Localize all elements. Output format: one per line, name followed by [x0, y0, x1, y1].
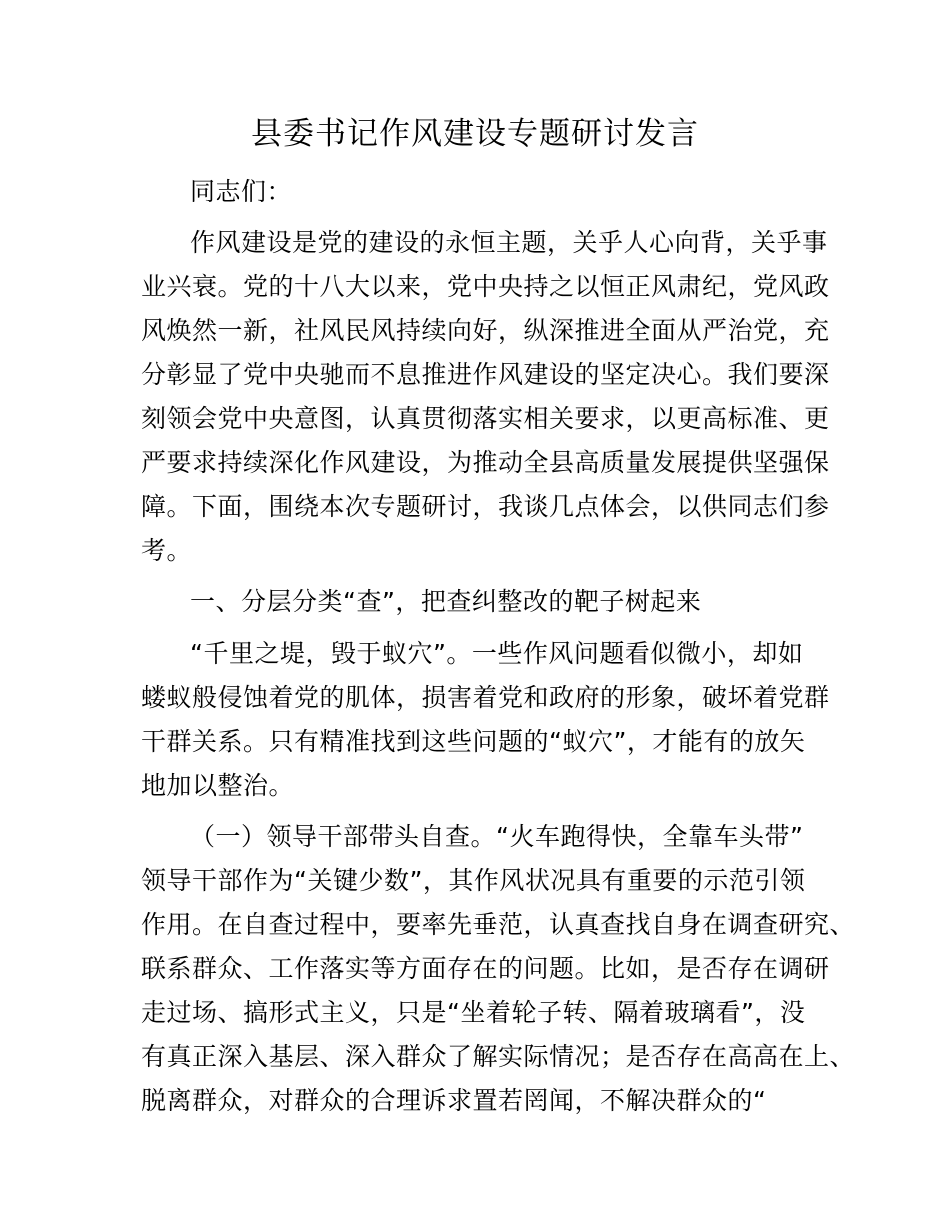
paragraph-line: 刻领会党中央意图，认真贯彻落实相关要求，以更高标准、更	[141, 404, 830, 433]
paragraph-line: 分彰显了党中央驰而不息推进作风建设的坚定决心。我们要深	[141, 360, 830, 389]
paragraph-line: 蝼蚁般侵蚀着党的肌体，损害着党和政府的形象，破坏着党群	[141, 683, 830, 712]
paragraph-line: “千里之堤，毁于蚁穴”。一些作风问题看似微小，却如	[190, 639, 804, 668]
paragraph-line: （一）领导干部带头自查。“火车跑得快，全靠车头带”	[190, 822, 804, 851]
section-heading: 一、分层分类“查”，把查纠整改的靶子树起来	[190, 587, 702, 616]
paragraph-line: 作用。在自查过程中，要率先垂范，认真查找自身在调查研究、	[141, 910, 856, 939]
paragraph-line: 干群关系。只有精准找到这些问题的“蚁穴”，才能有的放矢	[141, 727, 806, 756]
paragraph-line: 有真正深入基层、深入群众了解实际情况；是否存在高高在上、	[141, 1042, 856, 1071]
paragraph-line: 严要求持续深化作风建设，为推动全县高质量发展提供坚强保	[141, 448, 830, 477]
paragraph-line: 风焕然一新，社风民风持续向好，纵深推进全面从严治党，充	[141, 316, 830, 345]
paragraph-line: 障。下面，围绕本次专题研讨，我谈几点体会，以供同志们参	[141, 492, 830, 521]
paragraph-line: 地加以整治。	[141, 771, 295, 800]
document-title: 县委书记作风建设专题研讨发言	[251, 116, 699, 152]
paragraph-line: 作风建设是党的建设的永恒主题，关乎人心向背，关乎事	[190, 228, 828, 257]
paragraph-line: 走过场、搞形式主义，只是“坐着轮子转、隔着玻璃看”，没	[141, 998, 806, 1027]
paragraph-line: 联系群众、工作落实等方面存在的问题。比如，是否存在调研	[141, 954, 830, 983]
salutation: 同志们：	[190, 177, 293, 206]
paragraph-line: 考。	[141, 536, 193, 565]
paragraph-line: 脱离群众，对群众的合理诉求置若罔闻，不解决群众的“	[141, 1086, 767, 1115]
paragraph-line: 业兴衰。党的十八大以来，党中央持之以恒正风肃纪，党风政	[141, 272, 830, 301]
paragraph-line: 领导干部作为“关键少数”，其作风状况具有重要的示范引领	[141, 866, 806, 895]
